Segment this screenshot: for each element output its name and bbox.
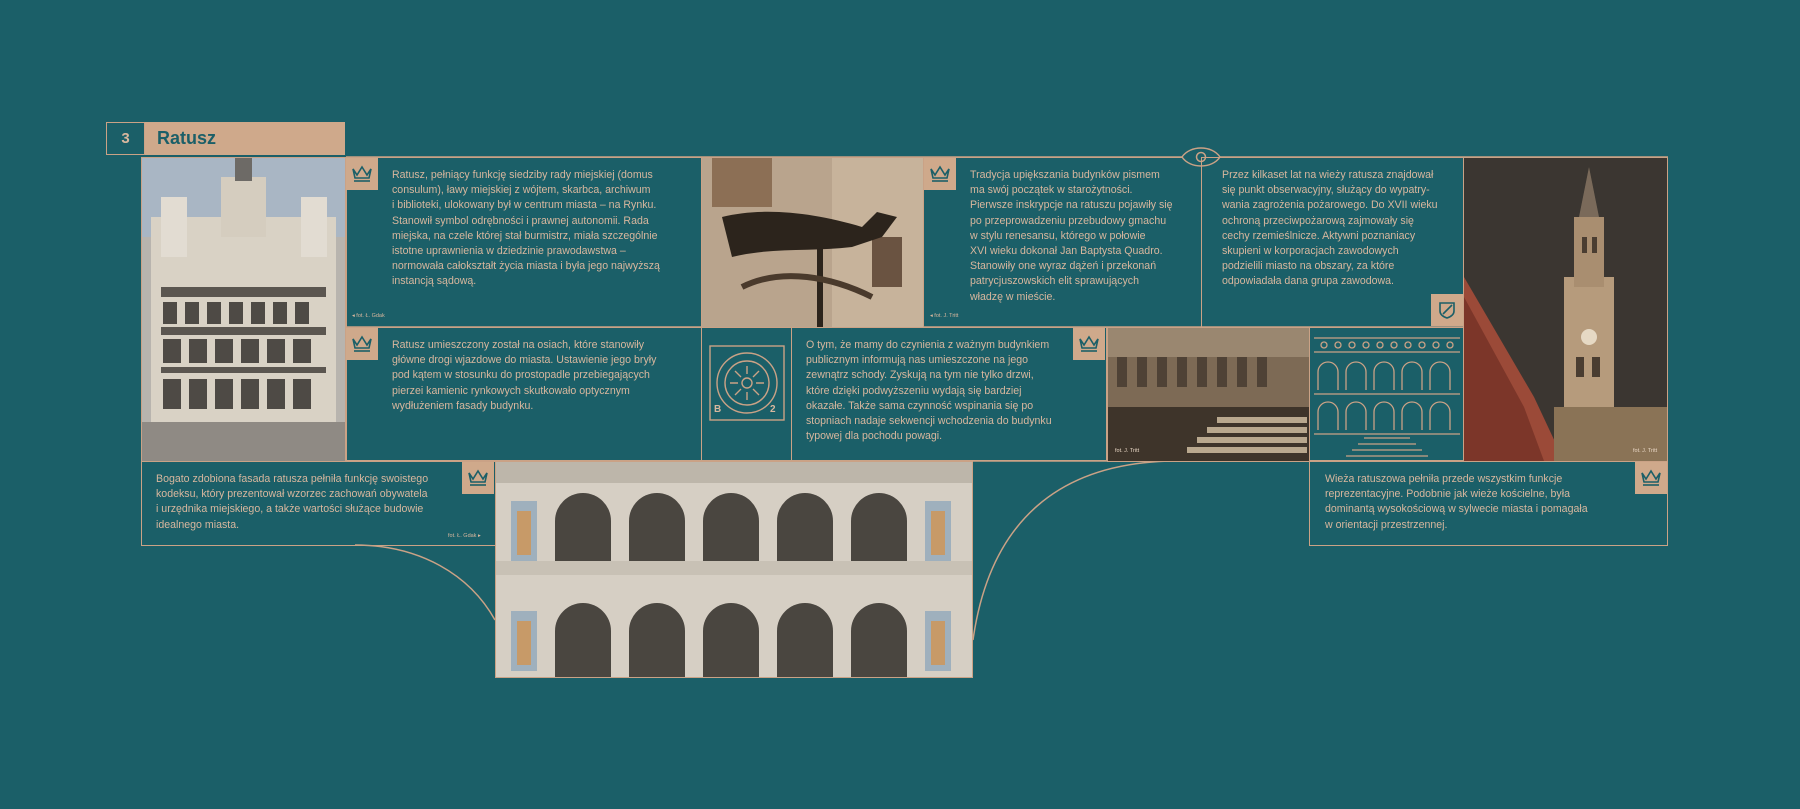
frame-photo-tower [1463, 157, 1668, 462]
frame-photo-1 [141, 157, 347, 462]
panel-5-text: O tym, że mamy do czynienia z ważnym budynkiem publicznym informują nas umieszczone na jego zewnątrz schody. Zyskują na tym nie tylko drzwi, które dzięki podwyższeniu wydają się bardziej okazałe. Także sama czynność wspinania się po stopniach nadaje sekwencji wchodzenia do budynku typowej dla pochodu powagi. [806, 339, 1052, 443]
crown-icon [928, 164, 952, 184]
crown-icon [1077, 334, 1101, 354]
photo-credit-5: fot. J. Tritt [1633, 448, 1658, 454]
emblem-letter-right: 2 [770, 404, 776, 415]
crown-badge [924, 158, 956, 190]
crown-badge [346, 328, 378, 360]
crown-icon [466, 468, 490, 488]
panel-4-text: Ratusz umieszczony został na osiach, które stanowiły główne drogi wjazdowe do miasta. Ustawienie jego bryły pod kątem w stosunku do prostopadle przebiegających pierzei kamienic rynkowych skutkowało optycznym wydłużeniem fasady budynku. [392, 339, 657, 412]
panel-7-text: Wieża ratuszowa pełniła przede wszystkim funkcje reprezentacyjne. Podobnie jak wieże kościelne, była dominantą wysokościową w sylwecie miasta i pomagała w orientacji przestrzennej. [1325, 473, 1588, 531]
emblem-letter-left: B [714, 404, 722, 415]
shield-icon [1437, 300, 1457, 320]
section-number: 3 [106, 122, 145, 155]
crown-icon [350, 164, 374, 184]
panel-1-text: Ratusz, pełniący funkcję siedziby rady miejskiej (domus consulum), ławy miejskiej z wójtem, skarbca, archiwum i biblioteki, ulokowany był w centrum miasta – na Rynku. Stanowił symbol odrębności i prawnej autonomii. Rada miejska, na czele której stał burmistrz, miała szczególnie istotne uprawnienia w dziedzinie prawodawstwa – normowała całokształt życia miasta i była jego najwyższą instancją sądową. [392, 169, 660, 288]
crown-icon [350, 334, 374, 354]
section-title: Ratusz [145, 122, 345, 155]
panel-2-text: Tradycja upiększania budynków pismem ma swój początek w starożytności. Pierwsze inskrypcje na ratuszu pojawiły się po przeprowadzeniu przebudowy gmachu w stylu renesansu, którego w połowie XVI wieku dokonał Jan Baptysta Quadro. Stanowiły one wyraz dążeń i przekonań patrycjuszowskich elit sprawujących władzę w mieście. [970, 169, 1173, 303]
photo-credit-2: ◂ fot. J. Tritt [930, 313, 959, 319]
crown-badge [1635, 462, 1667, 494]
crown-badge [462, 462, 494, 494]
crown-icon [1639, 468, 1663, 488]
panel-6-text: Bogato zdobiona fasada ratusza pełniła funkcję swoistego kodeksu, który prezentował wzorzec zachowań obywatela i urzędnika miejskiego, a także wartości służące budowie idealnego miasta. [156, 473, 429, 531]
frame-photo-steps [1107, 327, 1310, 462]
facade-icon [1312, 334, 1462, 458]
photo-credit-1: ◂ fot. Ł. Gdak [352, 313, 385, 319]
crown-badge [346, 158, 378, 190]
shield-badge [1431, 294, 1463, 326]
crown-badge [1073, 328, 1105, 360]
panel-3-text: Przez kilkaset lat na wieży ratusza znajdował się punkt obserwacyjny, służący do wypatry- wania zagrożenia pożarowego. Do XVII wieku ochroną przeciwpożarową zajmowały się cechy rzemieślnicze. Aktywni poznaniacy skupieni w korporacjach zawodowych podzielili miasto na obszary, za które odpowiadała dana grupa zawodowa. [1222, 169, 1438, 288]
photo-credit-3: fot. Ł. Gdak ▸ [448, 533, 481, 539]
frame-photo-arcades [495, 461, 973, 678]
photo-credit-4: fot. J. Tritt [1115, 448, 1140, 454]
frame-photo-2 [701, 157, 924, 328]
